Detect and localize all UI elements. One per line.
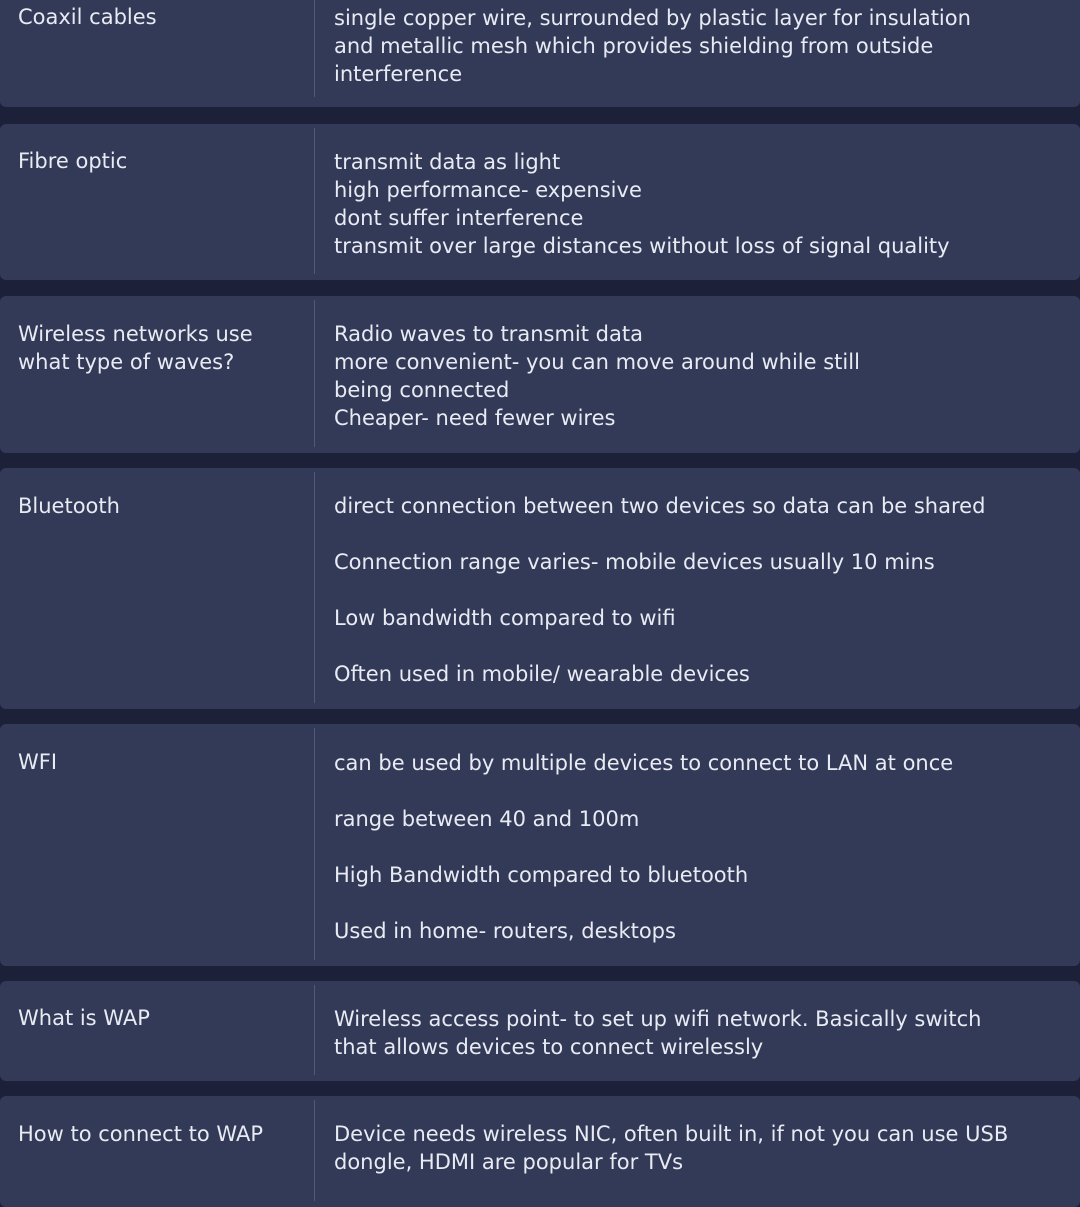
card-divider: [314, 300, 315, 447]
flashcard[interactable]: [0, 981, 1080, 1081]
card-term: Bluetooth: [18, 494, 120, 518]
definition-line: transmit data as light: [334, 150, 561, 174]
card-term: How to connect to WAP: [18, 1122, 264, 1146]
definition-line: High Bandwidth compared to bluetooth: [334, 863, 749, 887]
definition-line: being connected: [334, 378, 510, 402]
definition-line: Connection range varies- mobile devices usually 10 mins: [334, 550, 935, 574]
card-term: WFI: [18, 750, 58, 774]
definition-line: high performance- expensive: [334, 178, 642, 202]
card-divider: [314, 728, 315, 960]
definition-line: and metallic mesh which provides shielding from outside: [334, 34, 934, 58]
flashcard[interactable]: [0, 1096, 1080, 1207]
definition-line: Low bandwidth compared to wifi: [334, 606, 676, 630]
card-definition: [334, 749, 1064, 945]
definition-line: Device needs wireless NIC, often built in, if not you can use USB: [334, 1122, 1009, 1146]
card-divider: [314, 985, 315, 1075]
card-term: Coaxil cables: [18, 5, 157, 29]
card-definition: [334, 492, 1064, 688]
definition-line: Wireless access point- to set up wifi network. Basically switch: [334, 1007, 982, 1031]
definition-line: single copper wire, surrounded by plastic layer for insulation: [334, 6, 971, 30]
flashcard[interactable]: [0, 124, 1080, 280]
card-definition: [334, 1005, 1064, 1061]
flashcard[interactable]: [0, 724, 1080, 966]
flashcard[interactable]: [0, 468, 1080, 709]
card-definition: [334, 4, 1064, 88]
card-term: What is WAP: [18, 1006, 150, 1030]
card-definition: [334, 1120, 1064, 1176]
definition-line: interference: [334, 62, 463, 86]
flashcard[interactable]: [0, 0, 1080, 107]
card-divider: [314, 0, 315, 97]
definition-line: can be used by multiple devices to connect to LAN at once: [334, 751, 954, 775]
flashcard[interactable]: [0, 296, 1080, 453]
definition-line: more convenient- you can move around while still: [334, 350, 860, 374]
definition-line: dongle, HDMI are popular for TVs: [334, 1150, 684, 1174]
definition-line: that allows devices to connect wirelessly: [334, 1035, 764, 1059]
definition-line: Cheaper- need fewer wires: [334, 406, 616, 430]
card-divider: [314, 128, 315, 274]
card-definition: [334, 320, 1064, 432]
definition-line: range between 40 and 100m: [334, 807, 640, 831]
definition-line: direct connection between two devices so data can be shared: [334, 494, 986, 518]
definition-line: Often used in mobile/ wearable devices: [334, 662, 750, 686]
definition-line: transmit over large distances without loss of signal quality: [334, 234, 950, 258]
card-term: Fibre optic: [18, 149, 128, 173]
card-divider: [314, 472, 315, 703]
card-definition: [334, 148, 1064, 260]
definition-line: Used in home- routers, desktops: [334, 919, 676, 943]
card-divider: [314, 1100, 315, 1201]
definition-line: dont suffer interference: [334, 206, 584, 230]
definition-line: Radio waves to transmit data: [334, 322, 643, 346]
card-term: Wireless networks use what type of waves?: [18, 322, 253, 374]
